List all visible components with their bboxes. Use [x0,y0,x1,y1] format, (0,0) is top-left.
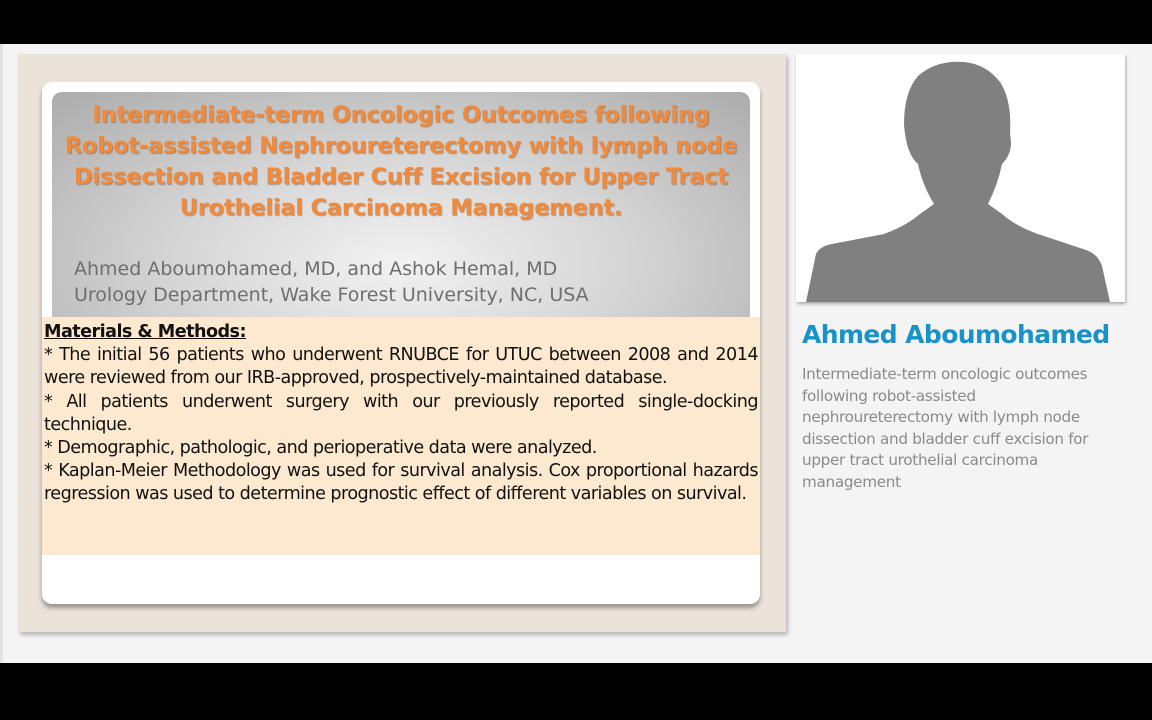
methods-item: * All patients underwent surgery with our previously reported single-docking technique. [44,391,758,435]
methods-item: * Demographic, pathologic, and perioperative data were analyzed. [44,438,597,459]
speaker-photo [796,54,1125,302]
slide-frame [18,54,786,632]
affiliation-line: Urology Department, Wake Forest University, NC, USA [74,284,589,306]
person-silhouette-icon [796,54,1125,302]
methods-item: * The initial 56 patients who underwent RNUBCE for UTUC between 2008 and 2014 were reviewed from our IRB-approved, prospectively-maintained database. [44,345,758,389]
slide-title: Intermediate-term Oncologic Outcomes following Robot-assisted Nephroureterectomy with lymph node Dissection and Bladder Cuff Excision for Upper Tract Urothelial Carcinoma Management. [64,102,738,221]
authors-line: Ahmed Aboumohamed, MD, and Ashok Hemal, MD [74,258,558,280]
speaker-description: Intermediate-term oncologic outcomes following robot-assisted nephroureterectomy with lymph node dissection and bladder cuff excision for upper tract urothelial carcinoma management [802,365,1089,491]
letterbox-bottom [0,663,1152,720]
methods-text [44,321,758,507]
letterbox-top [0,0,1152,44]
methods-item: * Kaplan-Meier Methodology was used for survival analysis. Cox proportional hazards regression was used to determine prognostic effect of different variables on survival. [44,461,758,505]
methods-section [42,317,760,555]
speaker-name: Ahmed Aboumohamed [802,320,1110,349]
methods-heading: Materials & Methods: [44,322,246,342]
slide-title-box [52,92,750,320]
slide-authors [74,256,589,308]
slide-card [42,82,760,604]
